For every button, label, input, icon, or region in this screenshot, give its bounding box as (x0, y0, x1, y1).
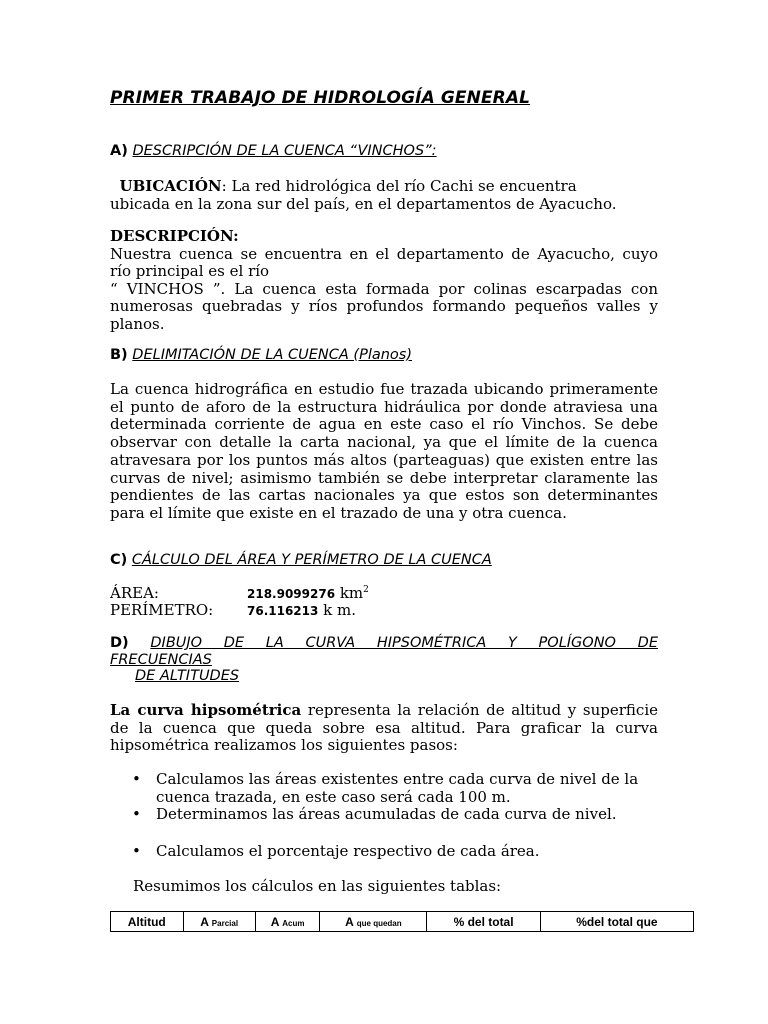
perimetro-value: 76.116213 (247, 604, 319, 618)
document-title: PRIMER TRABAJO DE HIDROLOGÍA GENERAL (110, 88, 531, 108)
list-item: • Determinamos las áreas acumuladas de cada curva de nivel. (132, 805, 617, 823)
descripcion-line-3: “ VINCHOS ”. La cuenca esta formada por colinas escarpadas con (110, 279, 658, 298)
hipsometrica-term: La curva hipsométrica (110, 701, 302, 719)
summary-text: Resumimos los cálculos en las siguientes tablas: (133, 877, 502, 895)
table-header-pct-total-que: %del total que (540, 912, 693, 932)
list-item: • Calculamos el porcentaje respectivo de cada área. (132, 841, 540, 860)
bullet-icon: • (132, 770, 141, 788)
descripcion-line-4: numerosas quebradas y ríos profundos formando pequeños valles y (110, 297, 658, 315)
perimetro-value-line (247, 601, 356, 619)
hipsometrica-intro (110, 702, 658, 755)
area-unit: km (335, 584, 364, 602)
descripcion-label: DESCRIPCIÓN: (110, 227, 239, 245)
area-value: 218.9099276 (247, 587, 336, 601)
section-b-letter: B) (110, 347, 128, 363)
section-d-title-line-2: FRECUENCIAS (110, 651, 212, 668)
section-a-letter: A) (110, 143, 128, 159)
section-c-title: CÁLCULO DEL ÁREA Y PERÍMETRO DE LA CUENCA (131, 552, 492, 568)
section-d-heading (110, 635, 658, 685)
section-d-title-line-1: DIBUJO DE LA CURVA HIPSOMÉTRICA Y POLÍGONO DE (150, 635, 658, 651)
section-d-letter: D) (110, 635, 129, 651)
table-header-altitud: Altitud (111, 912, 184, 932)
section-b-heading (110, 347, 658, 363)
table-header-a-que-quedan: A que quedan (320, 912, 427, 932)
descripcion-paragraph (110, 228, 658, 333)
bullet-icon: • (132, 805, 141, 823)
section-b-paragraph: La cuenca hidrográfica en estudio fue trazada ubicando primeramente el punto de aforo de la estructura hidráulica por donde atraviesa una determinada corriente de agua en este caso el río Vinchos. Se debe observar con detalle la carta nacional, ya que el límite de la cuenca atravesara por los puntos más altos (parteaguas) que existen entre las curvas de nivel; asimismo también se debe interpretar claramente las pendientes de las cartas nacionales ya que estos son determinantes para el límite que existe en el trazado de una y otra cuenca. (110, 380, 658, 522)
area-label: ÁREA: (110, 584, 159, 602)
descripcion-line-5: planos. (110, 314, 165, 333)
area-exponent: 2 (363, 585, 369, 595)
perimetro-label: PERÍMETRO: (110, 601, 214, 619)
ubicacion-paragraph (110, 178, 658, 213)
area-value-line (247, 584, 369, 602)
section-b-title: DELIMITACIÓN DE LA CUENCA (Planos) (132, 347, 413, 363)
section-a-title: DESCRIPCIÓN DE LA CUENCA “VINCHOS”: (132, 143, 437, 159)
altitude-table (110, 911, 694, 932)
descripcion-line-1: Nuestra cuenca se encuentra en el departamento de Ayacucho, cuyo (110, 244, 658, 263)
table-header-a-parcial: A Parcial (183, 912, 255, 932)
section-a-heading (110, 143, 658, 159)
hipsometrica-description: representa la relación de altitud y superficie de la cuenca que queda sobre esa altitud. Para graficar la curva hipsométrica realizamos los siguientes pasos: (110, 701, 658, 754)
section-c-letter: C) (110, 552, 128, 568)
perimetro-unit: k m. (318, 601, 356, 619)
table-header-a-acum: A Acum (255, 912, 320, 932)
table-header-pct-total: % del total (427, 912, 540, 932)
section-c-heading (110, 552, 658, 568)
steps-list (110, 771, 658, 860)
table-header-row (111, 912, 694, 932)
list-item: • Calculamos las áreas existentes entre cada curva de nivel de la cuenca trazada, en este caso será cada 100 m. (132, 770, 639, 806)
ubicacion-line-1: : La red hidrológica del río Cachi se encuentra (221, 177, 577, 195)
ubicacion-label: UBICACIÓN (119, 177, 222, 195)
ubicacion-line-2: ubicada en la zona sur del país, en el departamentos de Ayacucho. (110, 194, 617, 213)
section-d-title-line-3: DE ALTITUDES (135, 668, 240, 684)
bullet-icon: • (132, 841, 141, 860)
descripcion-line-2: río principal es el río (110, 262, 270, 280)
